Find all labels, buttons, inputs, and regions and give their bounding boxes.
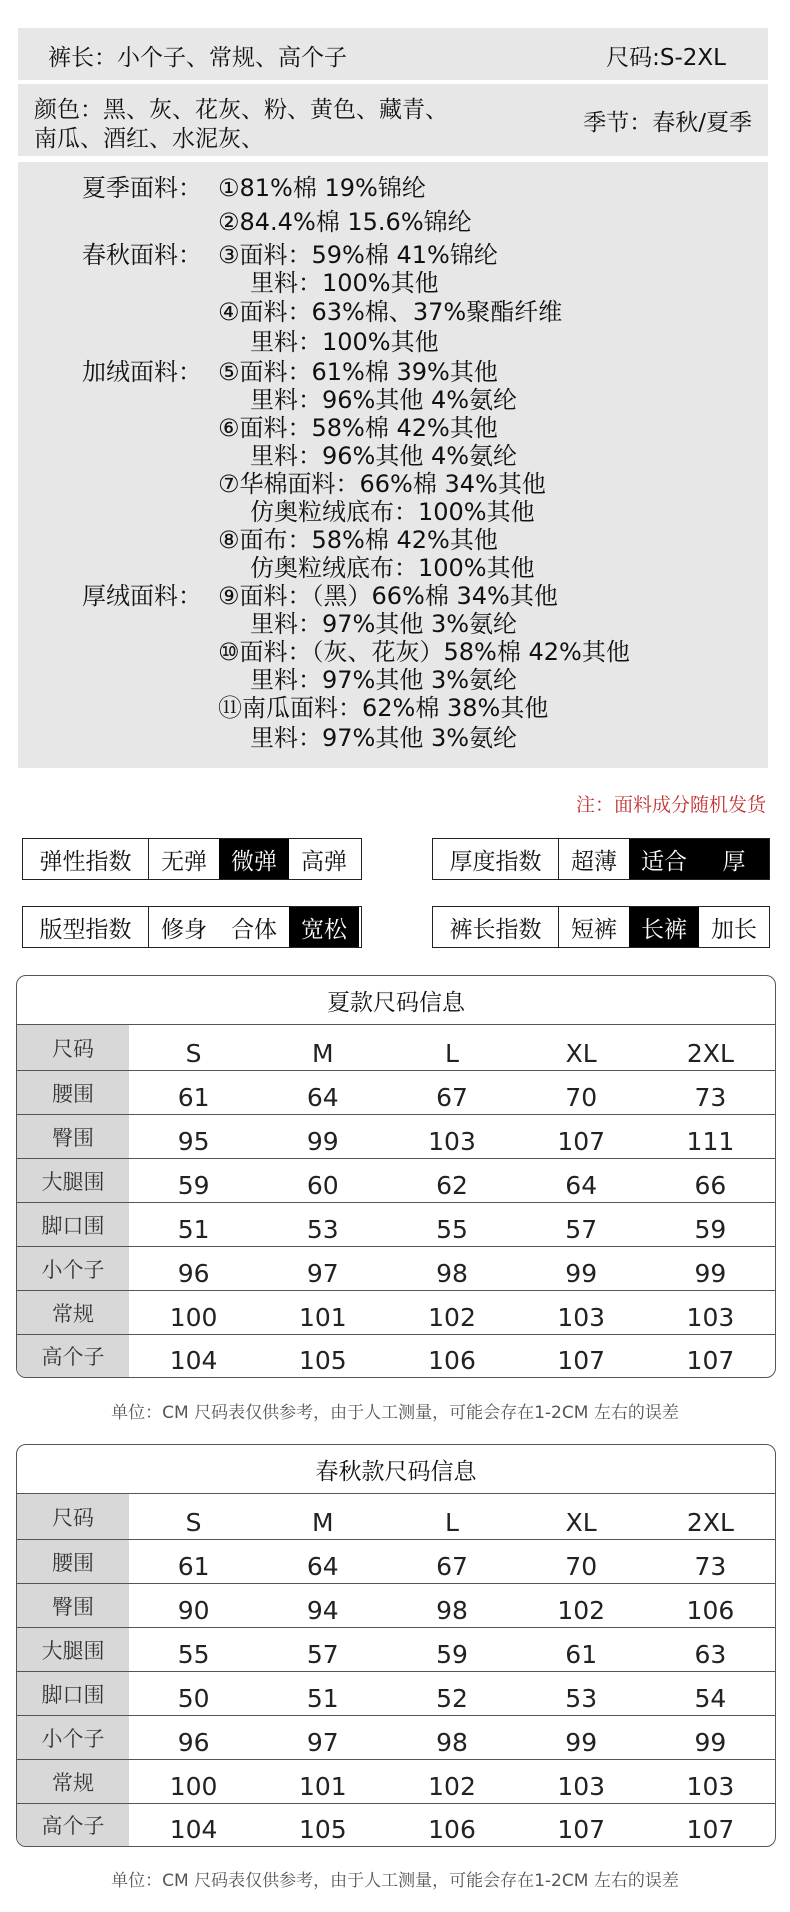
table-cell: 100 (169, 1772, 218, 1801)
table-cell: 55 (436, 1215, 468, 1244)
table-row (17, 1291, 775, 1335)
thickness-option-selected: 厚 (699, 839, 769, 879)
color-season-bar (18, 84, 768, 156)
table-cell: 107 (686, 1815, 735, 1844)
summer-table-note: 单位：CM 尺码表仅供参考，由于人工测量，可能会存在1-2CM 左右的误差 (111, 1403, 679, 1423)
table-cell: 99 (694, 1259, 727, 1288)
elasticity-rating (22, 838, 362, 880)
row-header: 臀围 (17, 1584, 129, 1627)
elasticity-option: 无弹 (161, 848, 207, 875)
size-range-text: 尺码:S-2XL (606, 45, 726, 71)
table-cell: M (312, 1508, 334, 1537)
row-header: 常规 (17, 1291, 129, 1334)
thickness-rating (432, 838, 770, 880)
table-cell: XL (565, 1508, 597, 1537)
length-size-bar (18, 28, 768, 80)
table-cell: 98 (436, 1728, 468, 1757)
table-cell: 94 (306, 1596, 339, 1625)
table-cell: 98 (436, 1596, 468, 1625)
summer-fabric-label: 夏季面料： (82, 174, 202, 202)
table-row (17, 1584, 775, 1628)
fabric-line: 里料：96%其他 4%氨纶 (250, 386, 518, 414)
table-cell: 104 (169, 1815, 218, 1844)
summer-size-table (16, 975, 776, 1378)
fabric-line: ⑪南瓜面料：62%棉 38%其他 (218, 694, 549, 722)
fabric-line: ②84.4%棉 15.6%锦纶 (218, 208, 472, 236)
table-cell: 64 (565, 1171, 598, 1200)
table-cell: 96 (177, 1728, 210, 1757)
row-header: 臀围 (17, 1115, 129, 1158)
table-cell: 55 (177, 1640, 210, 1669)
table-cell: 50 (177, 1684, 210, 1713)
table-cell: L (445, 1039, 459, 1068)
table-cell: 105 (298, 1346, 347, 1375)
fabric-line: 里料：100%其他 (250, 328, 439, 356)
table-cell: 51 (177, 1215, 210, 1244)
table-cell: 64 (306, 1083, 339, 1112)
fabric-line: ⑤面料：61%棉 39%其他 (218, 358, 498, 386)
table-row (17, 1672, 775, 1716)
fit-option: 修身 (161, 916, 207, 943)
fabric-random-note: 注：面料成分随机发货 (575, 794, 766, 816)
table-cell: 70 (565, 1552, 598, 1581)
summer-table-body (17, 1025, 775, 1377)
table-cell: 73 (694, 1552, 727, 1581)
table-cell: 51 (306, 1684, 339, 1713)
table-cell: 59 (694, 1215, 727, 1244)
fabric-line: ⑦华棉面料：66%棉 34%其他 (218, 470, 546, 498)
spring-fabric-label: 春秋面料： (82, 241, 202, 269)
length-option-selected: 长裤 (629, 907, 699, 947)
thick-fabric-label: 厚绒面料： (82, 582, 202, 610)
fabric-line: ①81%棉 19%锦纶 (218, 174, 426, 202)
row-header: 大腿围 (17, 1628, 129, 1671)
thickness-option-selected: 适合 (629, 839, 699, 879)
table-cell: 54 (694, 1684, 727, 1713)
row-header: 高个子 (17, 1804, 129, 1846)
row-header: 常规 (17, 1760, 129, 1803)
table-row (17, 1025, 775, 1071)
season-text: 季节：春秋/夏季 (583, 110, 752, 136)
length-option: 加长 (711, 916, 757, 943)
table-cell: 2XL (686, 1508, 734, 1537)
table-cell: 61 (565, 1640, 598, 1669)
table-cell: 73 (694, 1083, 727, 1112)
table-cell: 106 (428, 1815, 476, 1844)
table-cell: 102 (428, 1772, 476, 1801)
table-cell: 53 (306, 1215, 339, 1244)
table-cell: 102 (557, 1596, 606, 1625)
table-cell: 107 (557, 1815, 606, 1844)
fabric-panel (18, 162, 768, 768)
table-row (17, 1115, 775, 1159)
length-option: 短裤 (571, 916, 617, 943)
table-cell: 99 (694, 1728, 727, 1757)
table-row (17, 1494, 775, 1540)
table-cell: 103 (686, 1772, 735, 1801)
fabric-line: ⑩面料：（灰、花灰）58%棉 42%其他 (218, 638, 630, 666)
thickness-option: 超薄 (571, 848, 617, 875)
table-cell: 103 (557, 1772, 606, 1801)
table-cell: 62 (436, 1171, 468, 1200)
table-row (17, 1760, 775, 1804)
table-cell: 100 (169, 1303, 218, 1332)
row-header: 小个子 (17, 1247, 129, 1290)
table-cell: 102 (428, 1303, 476, 1332)
fabric-line: 里料：96%其他 4%氨纶 (250, 442, 518, 470)
fabric-line: 里料：100%其他 (250, 269, 439, 297)
table-cell: 57 (306, 1640, 339, 1669)
spring-table-title: 春秋款尺码信息 (17, 1445, 775, 1494)
table-cell: L (445, 1508, 459, 1537)
table-cell: 99 (565, 1728, 598, 1757)
table-row (17, 1716, 775, 1760)
table-cell: 103 (428, 1127, 476, 1156)
table-row (17, 1071, 775, 1115)
fit-option: 合体 (231, 916, 277, 943)
elasticity-label: 弹性指数 (23, 839, 149, 879)
table-cell: 60 (306, 1171, 339, 1200)
fabric-line: ⑥面料：58%棉 42%其他 (218, 414, 498, 442)
table-cell: 61 (177, 1552, 210, 1581)
spring-table-body (17, 1494, 775, 1846)
table-cell: 59 (177, 1171, 210, 1200)
row-header: 腰围 (17, 1540, 129, 1583)
fabric-line: 仿奥粒绒底布：100%其他 (250, 554, 535, 582)
table-cell: 97 (306, 1728, 339, 1757)
fleece-fabric-label: 加绒面料： (82, 358, 202, 386)
table-cell: 105 (298, 1815, 347, 1844)
row-header: 脚口围 (17, 1672, 129, 1715)
length-label: 裤长指数 (433, 907, 559, 947)
row-header: 高个子 (17, 1335, 129, 1377)
colors-line-1: 颜色：黑、灰、花灰、粉、黄色、藏青、 (34, 97, 448, 123)
table-cell: 104 (169, 1346, 218, 1375)
row-header: 尺码 (17, 1025, 129, 1070)
table-row (17, 1203, 775, 1247)
colors-line-2: 南瓜、酒红、水泥灰、 (34, 126, 264, 152)
table-cell: 106 (686, 1596, 735, 1625)
row-header: 尺码 (17, 1494, 129, 1539)
table-cell: 107 (686, 1346, 735, 1375)
table-cell: 59 (436, 1640, 468, 1669)
spring-size-table (16, 1444, 776, 1847)
table-cell: 66 (694, 1171, 727, 1200)
table-cell: 95 (177, 1127, 210, 1156)
table-cell: 67 (436, 1552, 468, 1581)
table-cell: XL (565, 1039, 597, 1068)
fit-label: 版型指数 (23, 907, 149, 947)
fabric-line: 仿奥粒绒底布：100%其他 (250, 498, 535, 526)
table-cell: 96 (177, 1259, 210, 1288)
table-cell: 99 (565, 1259, 598, 1288)
fabric-line: ⑧面布：58%棉 42%其他 (218, 526, 498, 554)
row-header: 大腿围 (17, 1159, 129, 1202)
fabric-line: ③面料：59%棉 41%锦纶 (218, 241, 498, 269)
table-row (17, 1540, 775, 1584)
table-row (17, 1804, 775, 1846)
table-cell: 53 (565, 1684, 598, 1713)
table-cell: 2XL (686, 1039, 734, 1068)
fabric-line: 里料：97%其他 3%氨纶 (250, 666, 518, 694)
table-cell: 57 (565, 1215, 598, 1244)
fabric-line: ④面料：63%棉、37%聚酯纤维 (218, 298, 563, 326)
table-cell: S (185, 1508, 202, 1537)
table-cell: 61 (177, 1083, 210, 1112)
table-row (17, 1628, 775, 1672)
spring-table-note: 单位：CM 尺码表仅供参考，由于人工测量，可能会存在1-2CM 左右的误差 (111, 1871, 679, 1891)
length-rating (432, 906, 770, 948)
summer-table-title: 夏款尺码信息 (17, 976, 775, 1025)
table-cell: M (312, 1039, 334, 1068)
table-cell: 111 (686, 1127, 735, 1156)
fit-rating (22, 906, 362, 948)
fabric-line: ⑨面料：（黑）66%棉 34%其他 (218, 582, 558, 610)
table-cell: 97 (306, 1259, 339, 1288)
thickness-label: 厚度指数 (433, 839, 559, 879)
fabric-line: 里料：97%其他 3%氨纶 (250, 724, 518, 752)
table-cell: S (185, 1039, 202, 1068)
table-cell: 107 (557, 1346, 606, 1375)
row-header: 腰围 (17, 1071, 129, 1114)
table-cell: 106 (428, 1346, 476, 1375)
table-cell: 101 (298, 1772, 347, 1801)
length-options-text: 裤长：小个子、常规、高个子 (48, 45, 347, 71)
table-cell: 103 (557, 1303, 606, 1332)
table-cell: 70 (565, 1083, 598, 1112)
elasticity-option: 高弹 (301, 848, 347, 875)
row-header: 脚口围 (17, 1203, 129, 1246)
table-cell: 67 (436, 1083, 468, 1112)
table-cell: 99 (306, 1127, 339, 1156)
fabric-line: 里料：97%其他 3%氨纶 (250, 610, 518, 638)
table-cell: 52 (436, 1684, 468, 1713)
table-row (17, 1159, 775, 1203)
table-row (17, 1247, 775, 1291)
table-row (17, 1335, 775, 1377)
table-cell: 64 (306, 1552, 339, 1581)
table-cell: 101 (298, 1303, 347, 1332)
elasticity-option-selected: 微弹 (219, 839, 289, 879)
fit-option-selected: 宽松 (289, 907, 359, 947)
table-cell: 63 (694, 1640, 727, 1669)
table-cell: 98 (436, 1259, 468, 1288)
table-cell: 107 (557, 1127, 606, 1156)
row-header: 小个子 (17, 1716, 129, 1759)
table-cell: 90 (177, 1596, 210, 1625)
table-cell: 103 (686, 1303, 735, 1332)
